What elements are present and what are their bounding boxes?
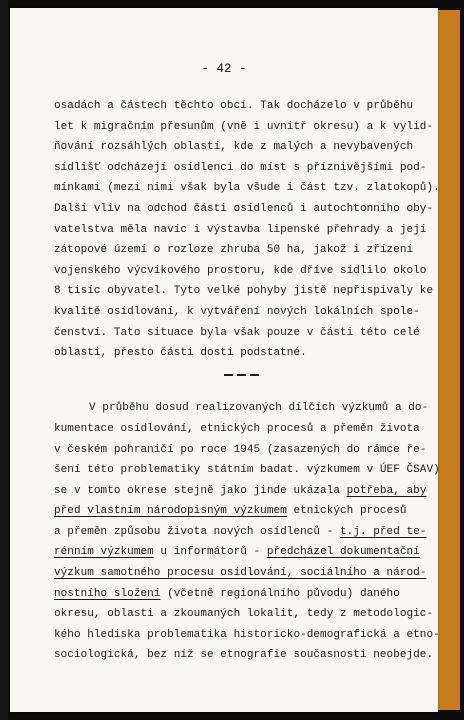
paragraph2-line-1: V průběhu dosud realizovaných dílčích výzkumů a do- [89,402,429,415]
paragraph1-line-11: kvalitě osídlování, k vytváření nových lokálních spole- [54,305,420,318]
underlined-text: potřeba, aby [346,484,427,497]
page-number: - 42 - [201,62,247,76]
paragraph2-line-9 [54,563,432,584]
paragraph1-line-12: čenství. Tato situace byla však pouze v části této celé [54,326,420,339]
paragraph1-line-6: Další vliv na odchod části osídlenců i autochtonního oby- [54,202,434,215]
paragraph1-line-5: mínkami (mezi nimi však byla všude i část tzv. zlatokopů). [54,182,440,195]
page-body [54,96,440,666]
paragraph2-line-12: kého hlediska problematika historicko-demografická a etno- [54,628,440,641]
paragraph1-line-4: sídlišť odcházejí osídlenci do míst s příznivějšími pod- [54,161,427,174]
plain-text: a přeměn způsobu života nových osídlenců - [54,525,340,538]
paragraph2-line-3: v českém pohraničí po roce 1945 (zasazených do rámce ře- [54,443,427,456]
paragraph2-line-8 [54,542,432,563]
paragraph-gap [54,384,432,398]
plain-text: se v tomto okrese stejně jako jinde ukázala [54,484,347,497]
separator-dash [250,374,259,376]
underlined-text: výzkum samotného procesu osídlování, sociálního a národ- [54,567,427,580]
paragraph2-line-11: okresu, oblasti a zkoumaných lokalit, tedy z metodologic- [54,608,434,621]
paragraph1-line-3: ňování rozsáhlých oblastí, kde z malých a nevybavených [54,141,414,154]
underlined-text: t.j. před te- [340,525,427,538]
paragraph1-line-10: 8 tisíc obyvatel. Tyto velké pohyby jistě nepřispívaly ke [54,285,434,298]
separator-dash [224,374,233,376]
plain-text: (včetně regionálního původu) daného [160,587,400,600]
paragraph2-line-2: kumentace osídlování, etnických procesů a přeměn života [54,422,420,435]
paragraph2-line-10 [54,584,432,605]
book-spine [0,0,8,720]
paragraph1-line-1: osadách a částech těchto obcí. Tak docházelo v průběhu [54,100,414,112]
plain-text: etnických procesů [286,505,407,518]
underlined-text: rénním výzkumem [54,546,154,559]
paragraph2-line-6 [54,501,432,522]
paragraph2-line-7 [54,522,432,543]
book-cover-edge [436,10,460,710]
separator-dash [237,374,246,376]
underlined-text: nostního složení [54,587,161,600]
document-page [10,8,438,712]
paragraph1-line-9: vojenského výcvikového prostoru, kde dříve sídlilo okolo [54,264,427,277]
paragraph1-line-13: oblasti, přesto části dosti podstatné. [54,347,307,360]
underlined-text: předcházel dokumentační [266,546,420,559]
underlined-text: před vlastním národopisným výzkumem [54,505,287,518]
paragraph1-line-8: zátopové území o rozloze zhruba 50 ha, jakož i zřízení [54,244,414,257]
paragraph2-line-5 [54,481,432,502]
paragraph1-line-7: vatelstva měla navíc i výstavba lipenské přehrady a její [54,223,427,236]
paragraph1-line-2: let k migračním přesunům (vně i uvnitř okresu) a k vylid- [54,120,434,133]
paragraph2-line-4: šení této problematiky státním badat. výzkumem v ÚEF ČSAV) [54,464,440,477]
plain-text: u informátorů - [153,546,267,559]
paragraph2-line-13: sociologická, bez níž se etnografie současnosti neobejde. [54,649,434,662]
section-separator [54,364,432,385]
